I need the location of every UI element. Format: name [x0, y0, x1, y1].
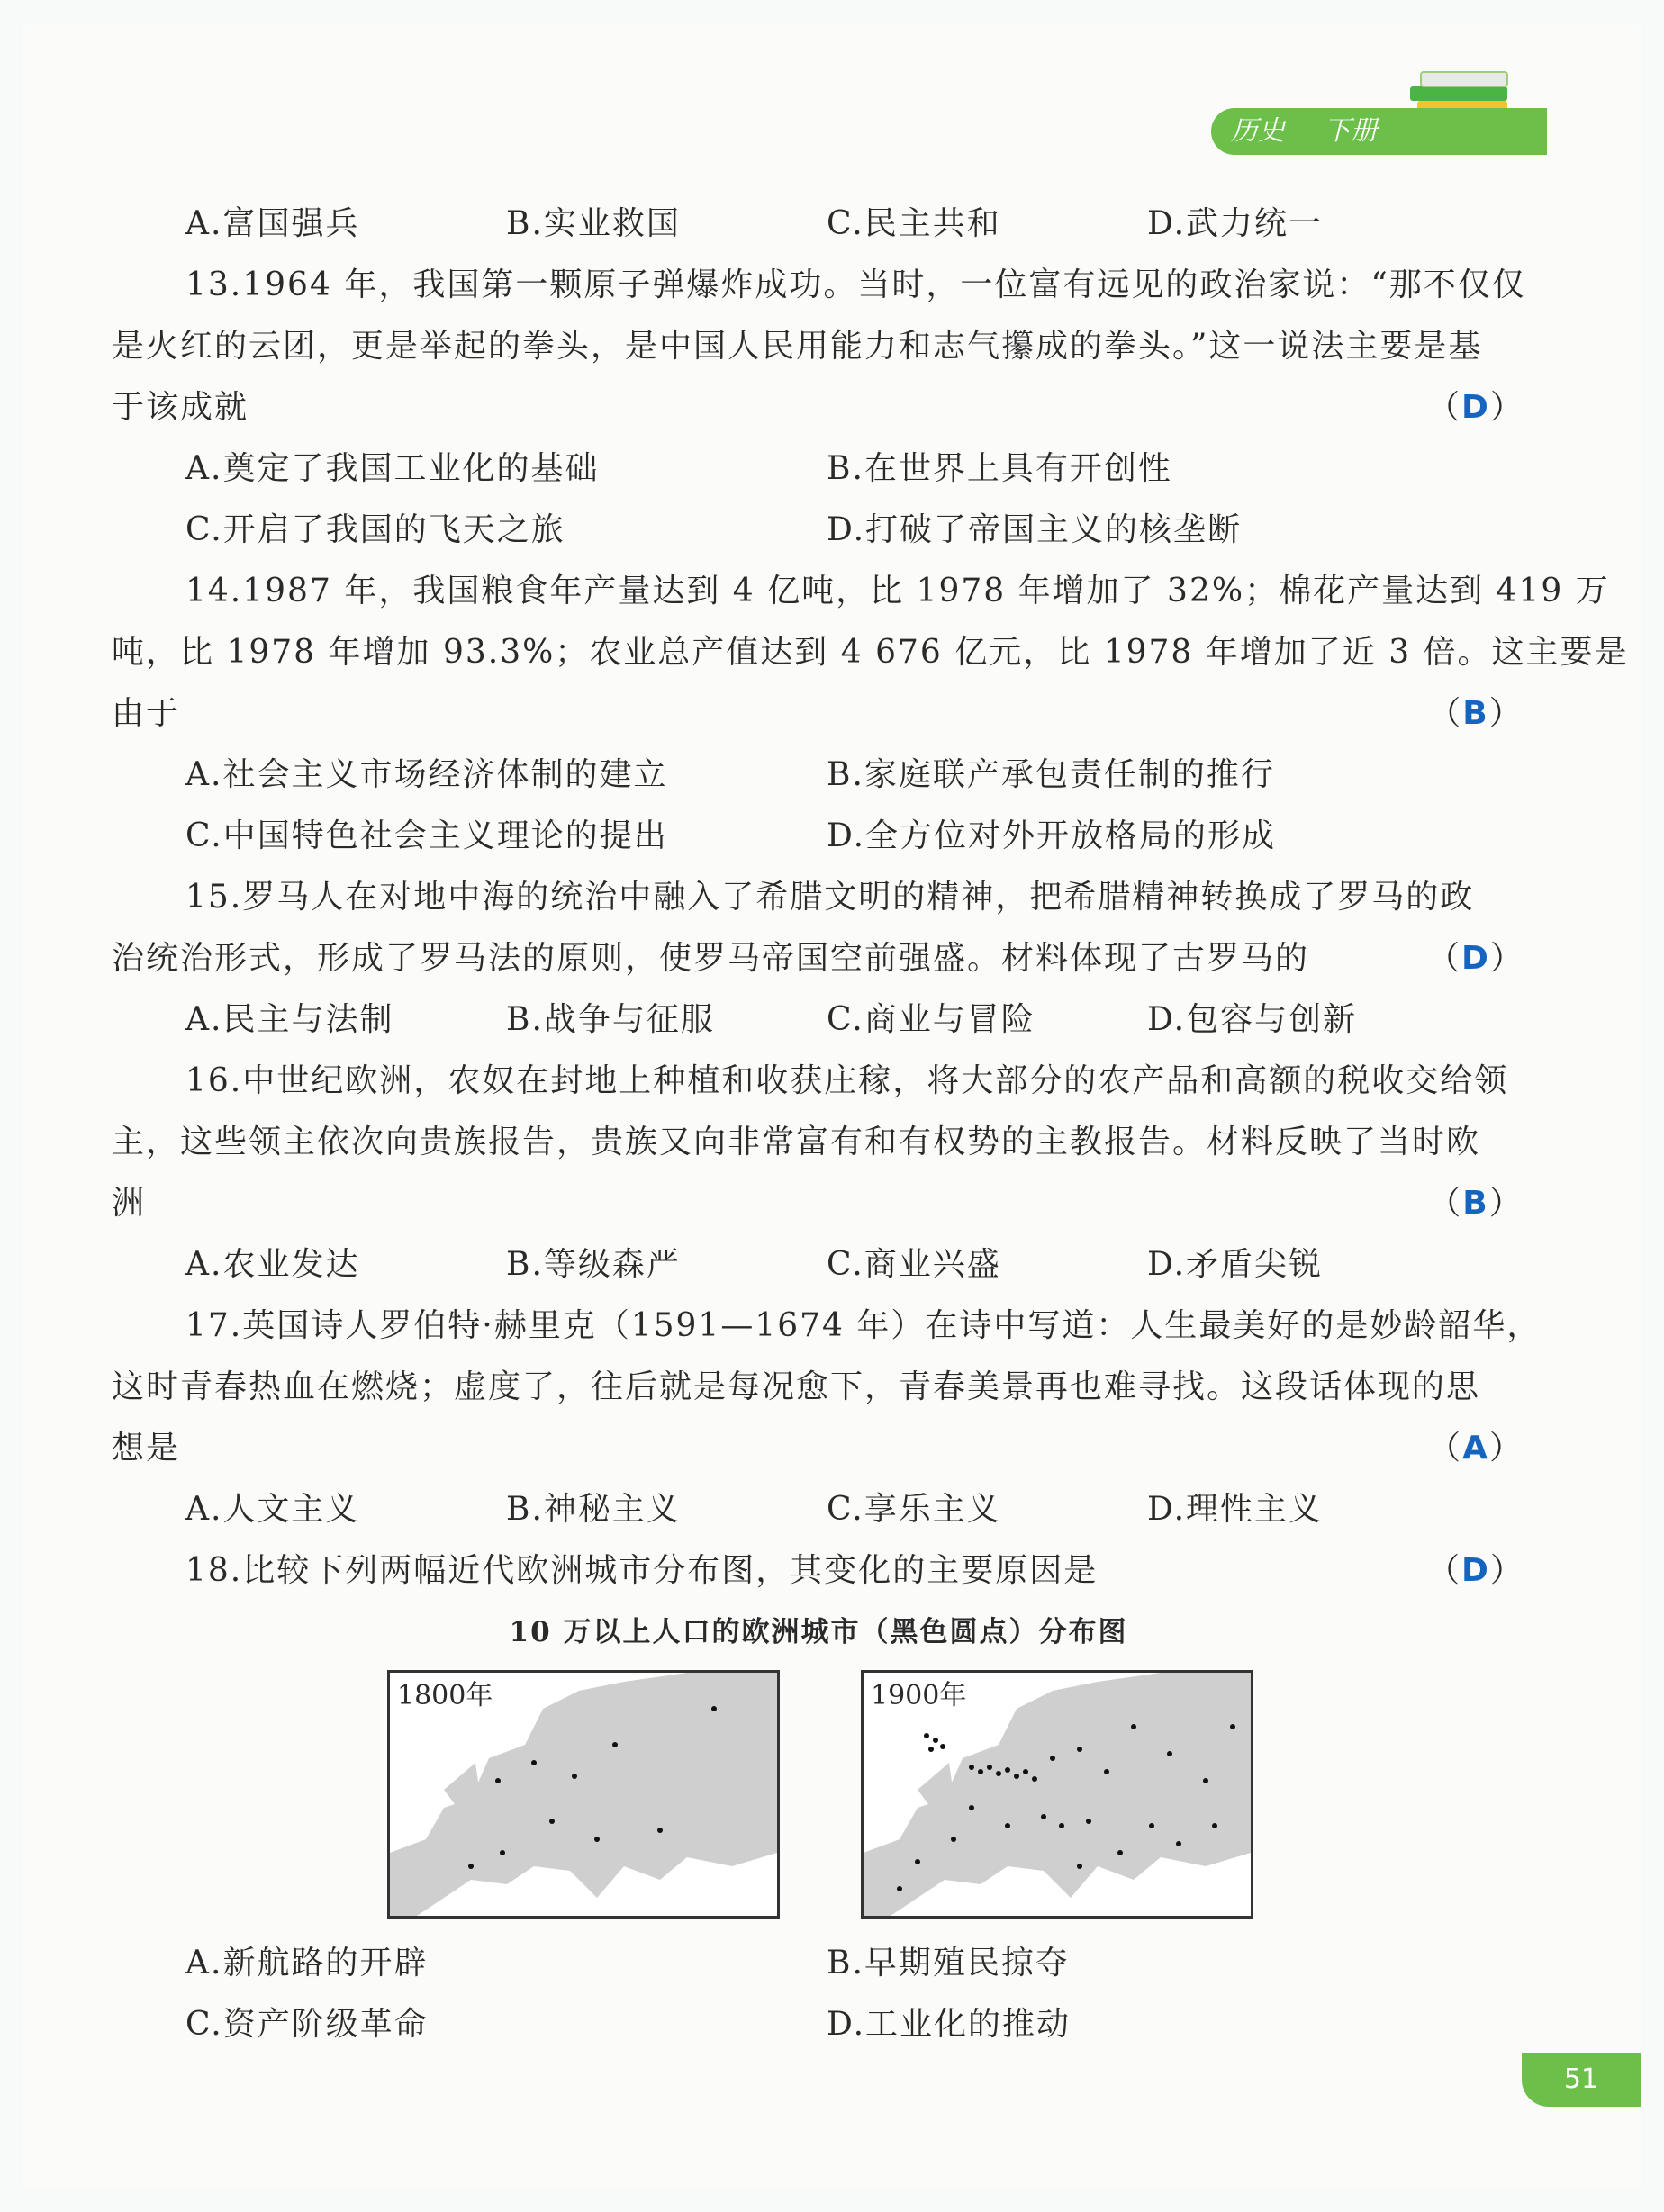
q14-options-row — [112, 806, 1525, 867]
option-c: C.商业与冒险 — [827, 1001, 1035, 1038]
option-d: D.包容与创新 — [1147, 1001, 1358, 1038]
city-dot — [1086, 1819, 1091, 1824]
q12-options — [112, 194, 1525, 255]
city-dot — [1077, 1747, 1082, 1752]
city-dot — [996, 1771, 1001, 1776]
city-dot — [657, 1828, 663, 1833]
option-a: A.农业发达 — [185, 1246, 360, 1283]
option-b: B.在世界上具有开创性 — [827, 450, 1172, 487]
q15-options — [112, 989, 1525, 1051]
option-c: C.民主共和 — [827, 205, 1001, 242]
map-1900 — [861, 1670, 1253, 1919]
q14-stem-line: 吨，比 1978 年增加 93.3%；农业总产值达到 4 676 亿元，比 1978 年增加了近 3 倍。这主要是 — [112, 634, 1629, 671]
map-year-label: 1800年 — [393, 1673, 496, 1712]
city-dot — [572, 1774, 577, 1779]
answer-letter: B — [1462, 1185, 1489, 1222]
option-a: A.奠定了我国工业化的基础 — [185, 450, 600, 487]
city-dot — [1005, 1767, 1010, 1773]
q16-stem-line: 主，这些领主依次向贵族报告，贵族又向非常富有和有权势的主教报告。材料反映了当时欧 — [112, 1124, 1481, 1160]
city-dot — [1212, 1823, 1217, 1828]
option-c: C.开启了我国的飞天之旅 — [185, 511, 565, 548]
q13-stem-line: 是火红的云团，更是举起的拳头，是中国人民用能力和志气攥成的拳头。”这一说法主要是基 — [112, 328, 1483, 365]
answer-letter: D — [1461, 1552, 1490, 1589]
city-dot — [969, 1805, 974, 1810]
city-dot — [1077, 1864, 1082, 1869]
city-dot — [940, 1744, 945, 1749]
city-dot — [933, 1738, 938, 1743]
option-c: C.商业兴盛 — [827, 1246, 1001, 1283]
answer-bracket: （B） — [1428, 1185, 1524, 1222]
city-dot — [531, 1760, 537, 1765]
city-dot — [1041, 1814, 1046, 1819]
q13-stem-line: 13.1964 年，我国第一颗原子弹爆炸成功。当时，一位富有远见的政治家说：“那不仅仅 — [185, 266, 1526, 303]
map-figure — [112, 1663, 1525, 1933]
city-dot — [1059, 1823, 1064, 1828]
city-dot — [1104, 1769, 1109, 1774]
option-a: A.新航路的开辟 — [185, 1945, 429, 1982]
city-dot — [1050, 1756, 1055, 1761]
city-dot — [969, 1765, 974, 1770]
map-year-label: 1900年 — [867, 1673, 970, 1712]
city-dot — [711, 1706, 717, 1711]
city-dot — [495, 1778, 501, 1783]
option-b: B.实业救国 — [506, 205, 681, 242]
q15-stem-line: 15.罗马人在对地中海的统治中融入了希腊文明的精神，把希腊精神转换成了罗马的政 — [185, 879, 1475, 916]
option-d: D.全方位对外开放格局的形成 — [827, 817, 1277, 854]
city-dot — [915, 1859, 920, 1864]
city-dot — [468, 1864, 474, 1869]
subject-label: 历史 — [1231, 115, 1285, 147]
option-d: D.打破了帝国主义的核垄断 — [827, 511, 1243, 548]
city-dot — [1203, 1778, 1208, 1783]
option-d: D.理性主义 — [1147, 1491, 1324, 1528]
figure-title: 10 万以上人口的欧洲城市（黑色圆点）分布图 — [509, 1616, 1128, 1648]
city-dot — [500, 1850, 505, 1855]
q13-options-row — [112, 438, 1525, 500]
option-a: A.民主与法制 — [185, 1001, 394, 1038]
answer-bracket: （D） — [1427, 1552, 1524, 1589]
q17-options — [112, 1479, 1525, 1540]
answer-letter: B — [1462, 695, 1489, 732]
page-number: 51 — [1522, 2053, 1641, 2107]
answer-bracket: （D） — [1427, 389, 1524, 426]
option-a: A.人文主义 — [185, 1491, 360, 1528]
q17-stem-line: 想是 （A） — [112, 1418, 1525, 1479]
city-dot — [1023, 1769, 1028, 1774]
city-dot — [978, 1769, 983, 1774]
option-b: B.早期殖民掠夺 — [827, 1945, 1070, 1982]
answer-letter: D — [1461, 940, 1490, 977]
answer-bracket: （A） — [1428, 1430, 1524, 1467]
q18-options-row — [112, 1933, 1525, 1994]
q18-stem-line: 18.比较下列两幅近代欧洲城市分布图，其变化的主要原因是 （D） — [112, 1540, 1525, 1602]
option-d: D.矛盾尖锐 — [1147, 1246, 1324, 1283]
map-1800 — [387, 1670, 780, 1919]
option-d: D.工业化的推动 — [827, 2006, 1072, 2043]
city-dot — [1149, 1823, 1154, 1828]
option-d: D.武力统一 — [1147, 205, 1324, 242]
city-dot — [928, 1747, 934, 1752]
city-dot — [1117, 1850, 1123, 1855]
answer-bracket: （B） — [1428, 695, 1524, 732]
city-dot — [1167, 1751, 1172, 1756]
city-dot — [1014, 1774, 1019, 1779]
q14-options-row — [112, 745, 1525, 806]
option-b: B.等级森严 — [506, 1246, 681, 1283]
q16-options — [112, 1234, 1525, 1296]
option-b: B.家庭联产承包责任制的推行 — [827, 756, 1275, 793]
subject-header-tab — [1211, 108, 1547, 155]
q16-stem-line: 洲 （B） — [112, 1173, 1525, 1234]
q13-options-row — [112, 500, 1525, 561]
option-b: B.神秘主义 — [506, 1491, 681, 1528]
city-dot — [594, 1837, 600, 1842]
q16-stem-line: 16.中世纪欧洲，农奴在封地上种植和收获庄稼，将大部分的农产品和高额的税收交给领 — [185, 1062, 1509, 1099]
city-dot — [897, 1886, 902, 1891]
option-c: C.资产阶级革命 — [185, 2006, 429, 2043]
option-c: C.中国特色社会主义理论的提出 — [185, 817, 668, 854]
option-c: C.享乐主义 — [827, 1491, 1001, 1528]
q17-stem-line: 这时青春热血在燃烧；虚度了，往后就是每况愈下，青春美景再也难寻找。这段话体现的思 — [112, 1368, 1481, 1405]
answer-letter: A — [1462, 1430, 1489, 1467]
q15-stem-line: 治统治形式，形成了罗马法的原则，使罗马帝国空前强盛。材料体现了古罗马的 （D） — [112, 928, 1525, 989]
option-a: A.富国强兵 — [185, 205, 360, 242]
city-dot — [1032, 1776, 1037, 1782]
question-content — [112, 194, 1629, 2055]
city-dot — [1176, 1841, 1181, 1846]
q18-options-row — [112, 1994, 1525, 2055]
city-dot — [987, 1765, 992, 1770]
volume-label: 下册 — [1324, 115, 1378, 147]
city-dot — [549, 1819, 555, 1824]
option-a: A.社会主义市场经济体制的建立 — [185, 756, 668, 793]
q17-stem-line: 17.英国诗人罗伯特·赫里克（1591—1674 年）在诗中写道：人生最美好的是妙龄韶华， — [185, 1307, 1542, 1344]
answer-letter: D — [1461, 389, 1490, 426]
city-dot — [1230, 1724, 1235, 1729]
q14-stem-line: 14.1987 年，我国粮食年产量达到 4 亿吨，比 1978 年增加了 32%；棉花产量达到 419 万 — [185, 573, 1610, 609]
q13-stem-line: 于该成就 （D） — [112, 377, 1525, 438]
city-dot — [1131, 1724, 1136, 1729]
answer-bracket: （D） — [1427, 940, 1524, 977]
q14-stem-line: 由于 （B） — [112, 683, 1525, 745]
city-dot — [612, 1742, 618, 1747]
city-dot — [951, 1837, 956, 1842]
city-dot — [924, 1733, 929, 1738]
option-b: B.战争与征服 — [506, 1001, 715, 1038]
city-dot — [1005, 1823, 1010, 1828]
